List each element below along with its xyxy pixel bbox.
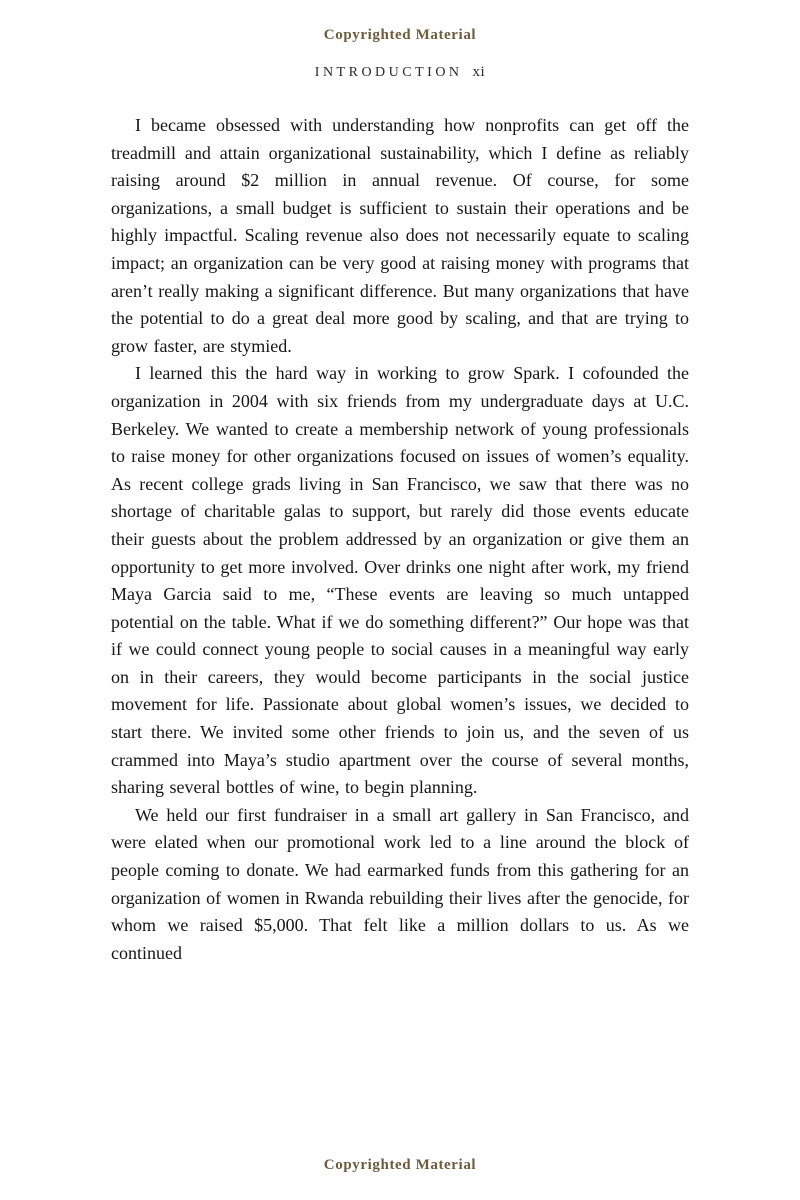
page-number: xi xyxy=(472,64,486,80)
body-paragraph: I became obsessed with understanding how nonprofits can get off the treadmill and attain organizational sustainability, which I define as reliably raising around $2 million in annual revenue. Of course, for some organizations, a small budget is sufficient to sustain their operations and be highly impactful. Scaling revenue also does not necessarily equate to scaling impact; an organization can be very good at raising money with programs that aren’t really making a significant difference. But many organizations that have the potential to do a great deal more good by scaling, and that are trying to grow faster, are stymied. xyxy=(111,115,689,356)
page-body xyxy=(111,112,689,967)
body-paragraph: I learned this the hard way in working to grow Spark. I cofounded the organization in 2004 with six friends from my undergraduate days at U.C. Berkeley. We wanted to create a membership network of young professionals to raise money for other organizations focused on issues of women’s equality. As recent college grads living in San Francisco, we saw that there was no shortage of charitable galas to support, but rarely did those events educate their guests about the problem addressed by an organization or give them an opportunity to get more involved. Over drinks one night after work, my friend Maya Garcia said to me, “These events are leaving so much untapped potential on the table. What if we do something different?” Our hope was that if we could connect young people to social causes in a meaningful way early on in their careers, they would become participants in the social justice movement for life. Passionate about global women’s issues, we decided to start there. We invited some other friends to join us, and the seven of us crammed into Maya’s studio apartment over the course of several months, sharing several bottles of wine, to begin planning. xyxy=(111,363,689,798)
chapter-title: INTRODUCTION xyxy=(314,65,463,80)
body-paragraph: We held our first fundraiser in a small art gallery in San Francisco, and were elated when our promotional work led to a line around the block of people coming to donate. We had earmarked funds from this gathering for an organization of women in Rwanda rebuilding their lives after the genocide, for whom we raised $5,000. That felt like a million dollars to us. As we continued xyxy=(111,804,689,963)
copyright-notice-bottom: Copyrighted Material xyxy=(323,1157,477,1173)
running-head xyxy=(0,64,800,81)
copyright-notice-top: Copyrighted Material xyxy=(323,27,477,43)
